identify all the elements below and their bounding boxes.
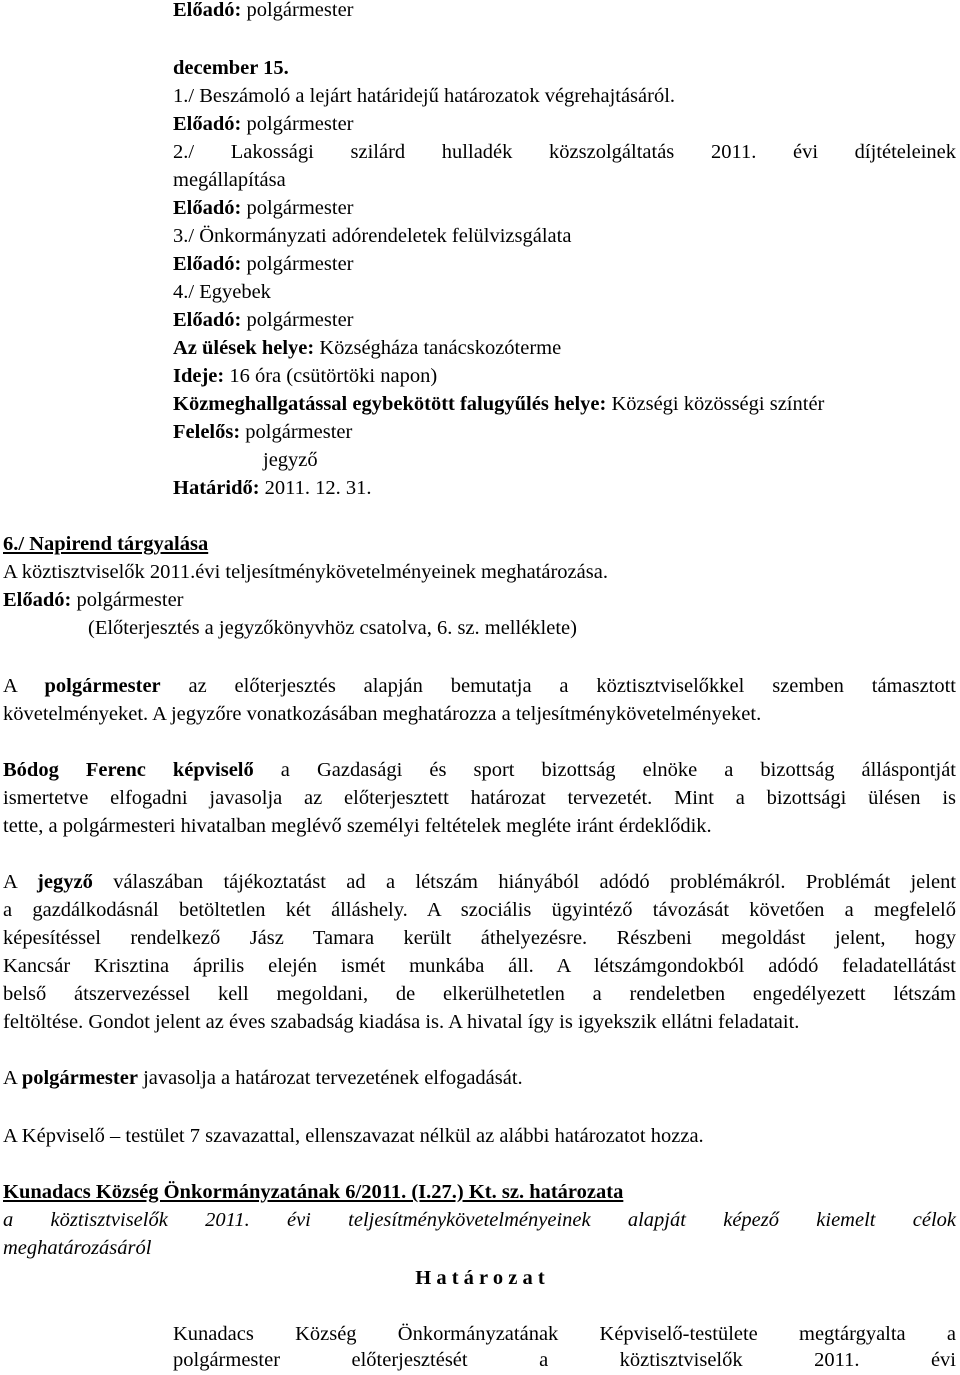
time-line: Ideje: 16 óra (csütörtöki napon) [173, 365, 438, 387]
presenter-line-3: Előadó: polgármester [173, 253, 354, 275]
resolution-body-line-1: Kunadacs Község Önkormányzatának Képviselő-testülete megtárgyalta a [173, 1323, 956, 1345]
section-subject: A köztisztviselők 2011.évi teljesítménykövetelményeinek meghatározása. [3, 561, 608, 583]
resolution-subtitle-line-1: a köztisztviselők 2011. évi teljesítménykövetelményeinek alapját képező kiemelt célok [3, 1209, 956, 1231]
resolution-subtitle-line-2: meghatározásáról [3, 1237, 152, 1259]
responsible-line: Felelős: polgármester [173, 421, 353, 443]
paragraph-3-line-3: képesítéssel rendelkező Jász Tamara került áthelyezésre. Részbeni megoldást jelent, hogy [3, 927, 956, 949]
attachment-note: (Előterjesztés a jegyzőkönyvhöz csatolva, 6. sz. melléklete) [88, 617, 577, 639]
agenda-item-1: 1./ Beszámoló a lejárt határidejű határozatok végrehajtásáról. [173, 85, 676, 107]
deadline-line: Határidő: 2011. 12. 31. [173, 477, 372, 499]
paragraph-1-line-2: követelményeket. A jegyzőre vonatkozásában meghatározza a teljesítménykövetelményeket. [3, 703, 762, 725]
presenter-line-4: Előadó: polgármester [173, 309, 354, 331]
responsible-line-2: jegyző [263, 449, 318, 471]
paragraph-2-line-2: ismertetve elfogadni javasolja az előterjesztett határozat tervezetét. Mint a bizottsági ülésen is [3, 787, 956, 809]
agenda-item-3: 3./ Önkormányzati adórendeletek felülvizsgálata [173, 225, 572, 247]
agenda-item-4: 4./ Egyebek [173, 281, 271, 303]
paragraph-3-line-4: Kancsár Krisztina április elején ismét munkába áll. A létszámgondokból adódó feladatellátást [3, 955, 956, 977]
agenda-date: december 15. [173, 57, 289, 79]
resolution-heading: H a t á r o z a t [415, 1267, 545, 1289]
paragraph-1-line-1: A polgármester az előterjesztés alapján bemutatja a köztisztviselőkkel szemben támasztott [3, 675, 957, 697]
paragraph-2-line-3: tette, a polgármesteri hivatalban meglévő személyi feltételek megléte iránt érdeklődik. [3, 815, 712, 837]
presenter-line-1: Előadó: polgármester [173, 113, 354, 135]
paragraph-3-line-5: belső átszervezéssel kell megoldani, de elkerülhetetlen a rendeletben engedélyezett létszám [3, 983, 956, 1005]
section-presenter-line: Előadó: polgármester [3, 589, 184, 611]
forum-line: Közmeghallgatással egybekötött falugyűlés helye: Községi közösségi színtér [173, 393, 825, 415]
paragraph-3-line-1: A jegyző válaszában tájékoztatást ad a létszám hiányából adódó problémákról. Problémát jelent [3, 871, 957, 893]
paragraph-3-line-2: a gazdálkodásnál betöltetlen két álláshely. A szociális ügyintéző távozását követően a megfelelő [3, 899, 956, 921]
paragraph-2-line-1: Bódog Ferenc képviselő a Gazdasági és sport bizottság elnöke a bizottság álláspontját [3, 759, 956, 781]
venue-line: Az ülések helye: Községháza tanácskozóterme [173, 337, 562, 359]
resolution-body-line-2: polgármester előterjesztését a köztisztviselők 2011. évi [173, 1349, 956, 1371]
section-heading: 6./ Napirend tárgyalása [3, 533, 209, 555]
agenda-item-2: 2./ Lakossági szilárd hulladék közszolgáltatás 2011. évi díjtételeinek [173, 141, 956, 163]
paragraph-5: A Képviselő – testület 7 szavazattal, ellenszavazat nélkül az alábbi határozatot hozza. [3, 1125, 704, 1147]
presenter-line-top: Előadó: polgármester [173, 0, 354, 21]
paragraph-4: A polgármester javasolja a határozat tervezetének elfogadását. [3, 1067, 523, 1089]
resolution-title: Kunadacs Község Önkormányzatának 6/2011. (I.27.) Kt. sz. határozata [3, 1181, 624, 1203]
paragraph-3-line-6: feltöltése. Gondot jelent az éves szabadság kiadása is. A hivatal így is igyekszik ellátni feladatait. [3, 1011, 800, 1033]
presenter-line-2: Előadó: polgármester [173, 197, 354, 219]
agenda-item-2-cont: megállapítása [173, 169, 286, 191]
